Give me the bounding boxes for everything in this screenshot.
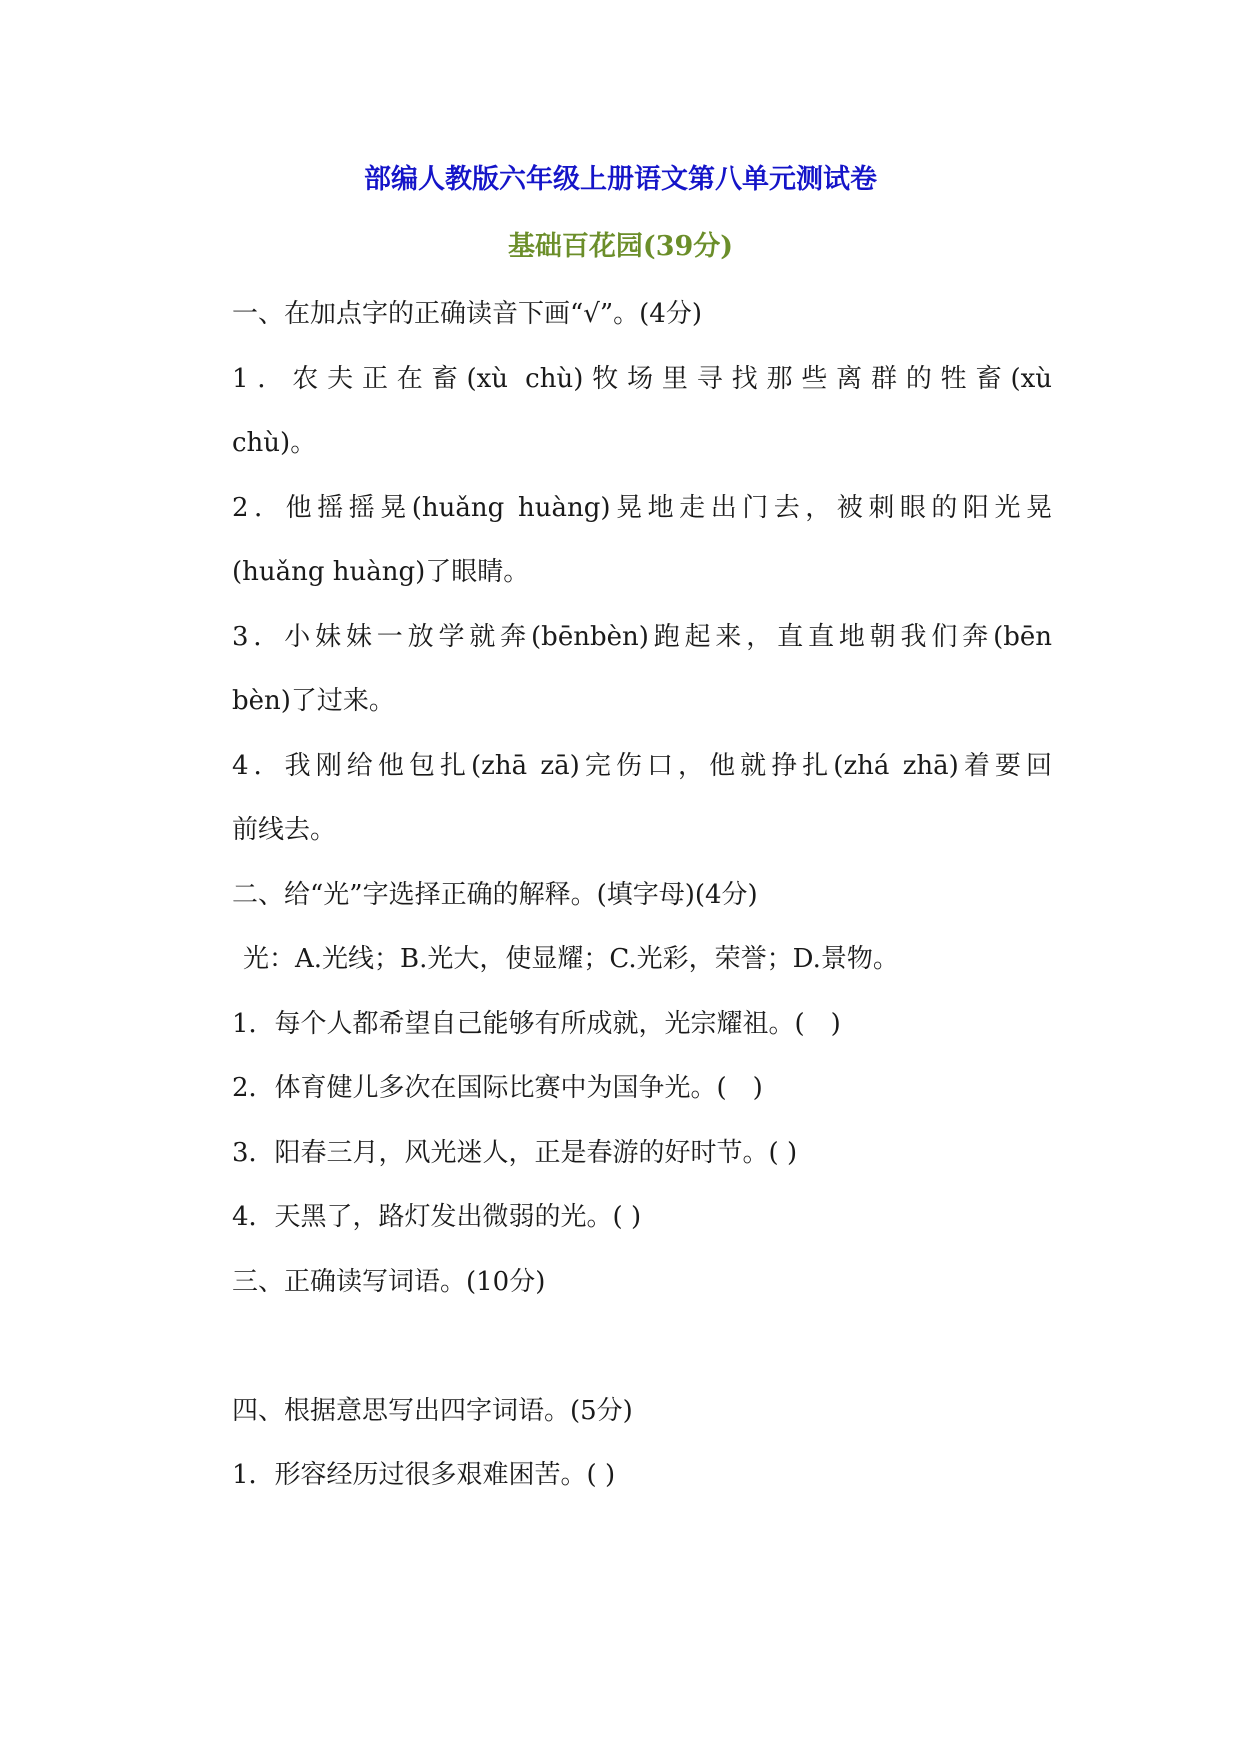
question-2-2: 2．体育健儿多次在国际比赛中为国争光。( ) bbox=[232, 1073, 763, 1103]
question-2-4: 4．天黑了，路灯发出微弱的光。( ) bbox=[232, 1202, 642, 1232]
question-1-4-line-2: 前线去。 bbox=[232, 815, 337, 845]
question-1-1-line-2: chù)。 bbox=[232, 428, 317, 458]
question-1-3-line-1: 3．小妹妹一放学就奔(bēnbèn)跑起来，直直地朝我们奔(bēn bbox=[232, 622, 1052, 652]
question-1-1-line-1: 1．农夫正在畜(xù chù)牧场里寻找那些离群的牲畜(xù bbox=[232, 364, 1052, 394]
section-4-heading: 四、根据意思写出四字词语。(5分) bbox=[232, 1396, 633, 1426]
question-1-4-line-1: 4．我刚给他包扎(zhā zā)完伤口，他就挣扎(zhá zhā)着要回 bbox=[232, 751, 1052, 781]
section-2-options: 光：A.光线；B.光大，使显耀；C.光彩，荣誉；D.景物。 bbox=[243, 944, 899, 974]
question-4-1: 1．形容经历过很多艰难困苦。( ) bbox=[232, 1460, 616, 1490]
section-title: 基础百花园(39分) bbox=[507, 231, 734, 262]
question-2-3: 3．阳春三月，风光迷人，正是春游的好时节。( ) bbox=[232, 1138, 798, 1168]
question-1-2-line-2: (huǎng huàng)了眼睛。 bbox=[232, 557, 530, 587]
question-1-3-line-2: bèn)了过来。 bbox=[232, 686, 395, 716]
section-2-heading: 二、给“光”字选择正确的解释。(填字母)(4分) bbox=[232, 880, 758, 910]
question-2-1: 1．每个人都希望自己能够有所成就，光宗耀祖。( ) bbox=[232, 1009, 841, 1039]
section-3-heading: 三、正确读写词语。(10分) bbox=[232, 1267, 546, 1297]
question-1-2-line-1: 2．他摇摇晃(huǎng huàng)晃地走出门去，被刺眼的阳光晃 bbox=[232, 493, 1052, 523]
section-1-heading: 一、在加点字的正确读音下画“√”。(4分) bbox=[232, 299, 702, 329]
page-title: 部编人教版六年级上册语文第八单元测试卷 bbox=[364, 164, 877, 195]
